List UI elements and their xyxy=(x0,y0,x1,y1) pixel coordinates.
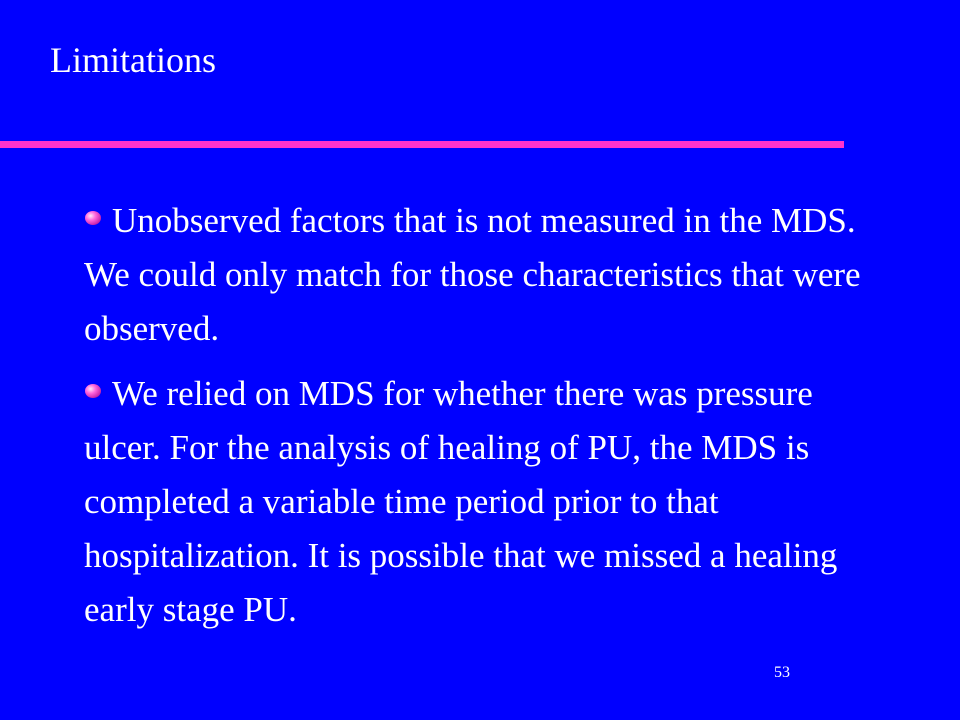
bullet-list xyxy=(84,194,864,648)
pink-sphere-bullet-icon xyxy=(84,210,102,226)
page-number: 53 xyxy=(774,664,790,681)
bullet-item xyxy=(84,194,864,356)
title-divider-rule xyxy=(0,141,844,148)
pink-sphere-bullet-icon xyxy=(84,383,102,399)
bullet-text: Unobserved factors that is not measured in the MDS. We could only match for those characteristics that were observed. xyxy=(84,201,861,348)
slide-title: Limitations xyxy=(50,40,216,80)
bullet-item xyxy=(84,367,864,637)
bullet-text: We relied on MDS for whether there was pressure ulcer. For the analysis of healing of PU, the MDS is completed a variable time period prior to that hospitalization. It is possible that we missed a healing early stage PU. xyxy=(84,374,838,629)
